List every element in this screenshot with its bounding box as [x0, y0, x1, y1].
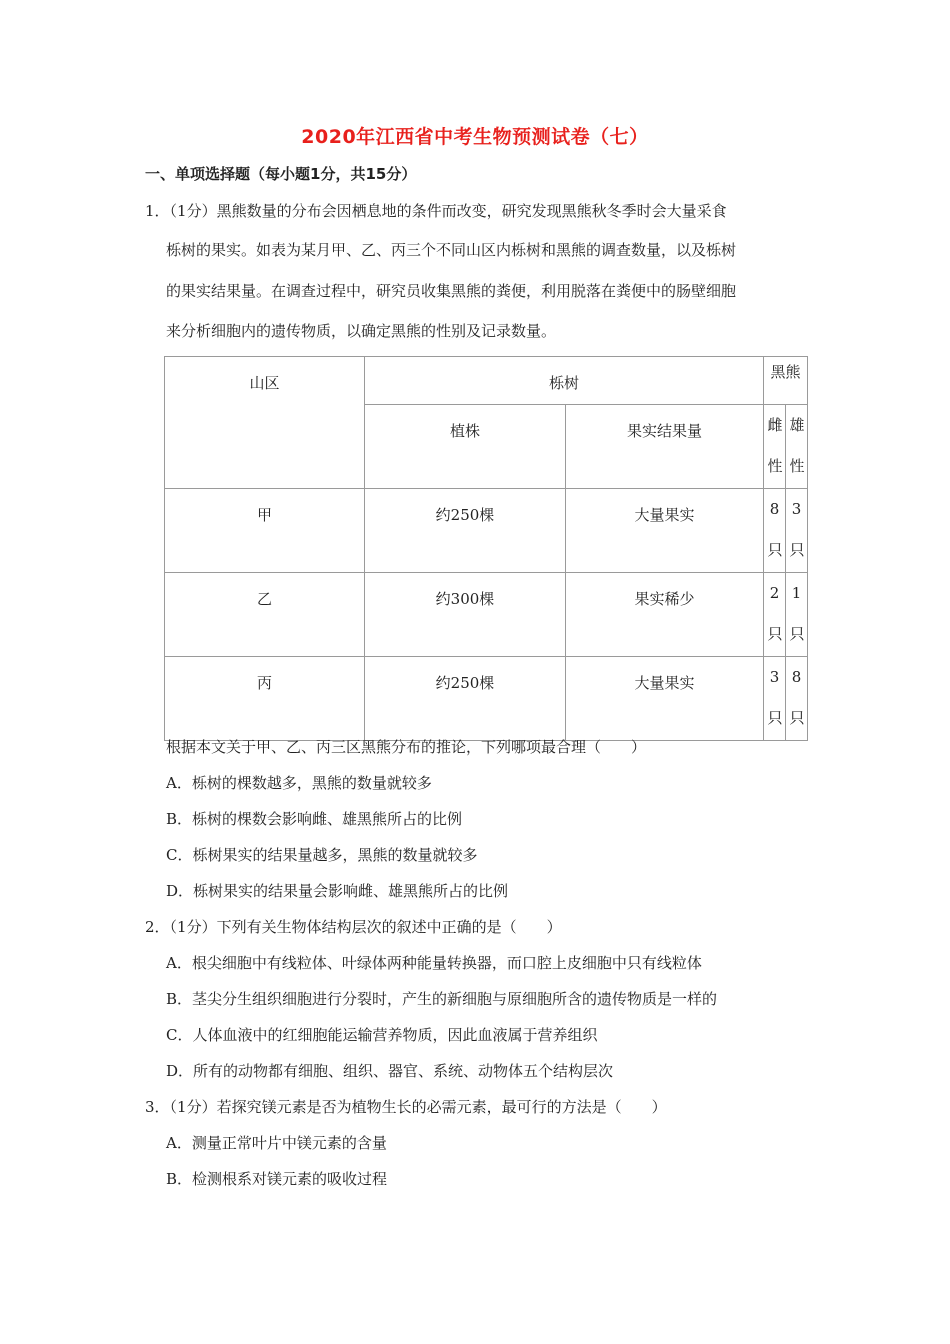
q2-option-c: C．人体血液中的红细胞能运输营养物质，因此血液属于营养组织 [166, 1026, 598, 1044]
q1-stem: 根据本文关于甲、乙、丙三区黑熊分布的推论，下列哪项最合理（ ） [166, 738, 647, 756]
cell-fruit [566, 657, 764, 741]
region-value: 乙 [256, 590, 272, 608]
male-value: 3只 [789, 500, 805, 559]
cell-plants [365, 573, 566, 657]
header-female [764, 405, 786, 489]
table-row [165, 573, 808, 657]
q2-option-b: B．茎尖分生组织细胞进行分裂时，产生的新细胞与原细胞所含的遗传物质是一样的 [166, 990, 718, 1008]
cell-region [165, 573, 365, 657]
header-bear-label: 黑熊 [770, 363, 801, 381]
cell-plants [365, 489, 566, 573]
header-male-label: 雄性 [789, 416, 805, 475]
q1-option-d: D．栎树果实的结果量会影响雌、雄黑熊所占的比例 [166, 882, 509, 900]
table-row [165, 489, 808, 573]
q1-line-3: 的果实结果量。在调查过程中，研究员收集黑熊的粪便，利用脱落在粪便中的肠壁细胞 [166, 282, 737, 300]
table-header-row [165, 357, 808, 405]
cell-female [764, 657, 786, 741]
header-female-label: 雌性 [767, 416, 783, 475]
q1-option-a: A．栎树的棵数越多，黑熊的数量就较多 [166, 774, 432, 792]
section-heading: 一、单项选择题（每小题1分，共15分） [145, 165, 417, 183]
cell-region [165, 657, 365, 741]
cell-female [764, 489, 786, 573]
q2-option-a: A．根尖细胞中有线粒体、叶绿体两种能量转换器，而口腔上皮细胞中只有线粒体 [166, 954, 702, 972]
document-title: 2020年江西省中考生物预测试卷（七） [301, 126, 649, 148]
header-oak-label: 栎树 [548, 374, 579, 392]
survey-table [164, 356, 808, 741]
header-oak [365, 357, 764, 405]
q3-option-a: A．测量正常叶片中镁元素的含量 [166, 1134, 387, 1152]
table-row [165, 657, 808, 741]
q2-option-d: D．所有的动物都有细胞、组织、器官、系统、动物体五个结构层次 [166, 1062, 614, 1080]
q1-line-4: 来分析细胞内的遗传物质，以确定黑熊的性别及记录数量。 [166, 322, 557, 340]
region-value: 丙 [256, 674, 272, 692]
fruit-value: 大量果实 [634, 506, 695, 524]
cell-fruit [566, 573, 764, 657]
q1-line-1: 1．（1分）黑熊数量的分布会因栖息地的条件而改变，研究发现黑熊秋冬季时会大量采食 [145, 202, 727, 220]
header-bear [764, 357, 808, 405]
male-value: 1只 [789, 584, 805, 643]
cell-plants [365, 657, 566, 741]
header-male [786, 405, 808, 489]
q1-option-c: C．栎树果实的结果量越多，黑熊的数量就较多 [166, 846, 478, 864]
plants-value: 约250棵 [435, 674, 495, 692]
female-value: 2只 [767, 584, 783, 643]
cell-female [764, 573, 786, 657]
female-value: 8只 [767, 500, 783, 559]
female-value: 3只 [767, 668, 783, 727]
header-region-label: 山区 [249, 374, 280, 392]
q2-stem: 2．（1分）下列有关生物体结构层次的叙述中正确的是（ ） [145, 918, 562, 936]
q1-line-2: 栎树的果实。如表为某月甲、乙、丙三个不同山区内栎树和黑熊的调查数量，以及栎树 [166, 241, 737, 259]
header-region [165, 357, 365, 489]
plants-value: 约250棵 [435, 506, 495, 524]
cell-fruit [566, 489, 764, 573]
cell-male [786, 657, 808, 741]
q3-option-b: B．检测根系对镁元素的吸收过程 [166, 1170, 388, 1188]
male-value: 8只 [789, 668, 805, 727]
q3-stem: 3．（1分）若探究镁元素是否为植物生长的必需元素，最可行的方法是（ ） [145, 1098, 667, 1116]
header-fruit [566, 405, 764, 489]
fruit-value: 果实稀少 [634, 590, 695, 608]
q1-option-b: B．栎树的棵数会影响雌、雄黑熊所占的比例 [166, 810, 463, 828]
header-fruit-label: 果实结果量 [626, 422, 702, 440]
header-plants-label: 植株 [449, 422, 480, 440]
cell-male [786, 489, 808, 573]
header-plants [365, 405, 566, 489]
region-value: 甲 [256, 506, 272, 524]
fruit-value: 大量果实 [634, 674, 695, 692]
cell-region [165, 489, 365, 573]
plants-value: 约300棵 [435, 590, 495, 608]
cell-male [786, 573, 808, 657]
